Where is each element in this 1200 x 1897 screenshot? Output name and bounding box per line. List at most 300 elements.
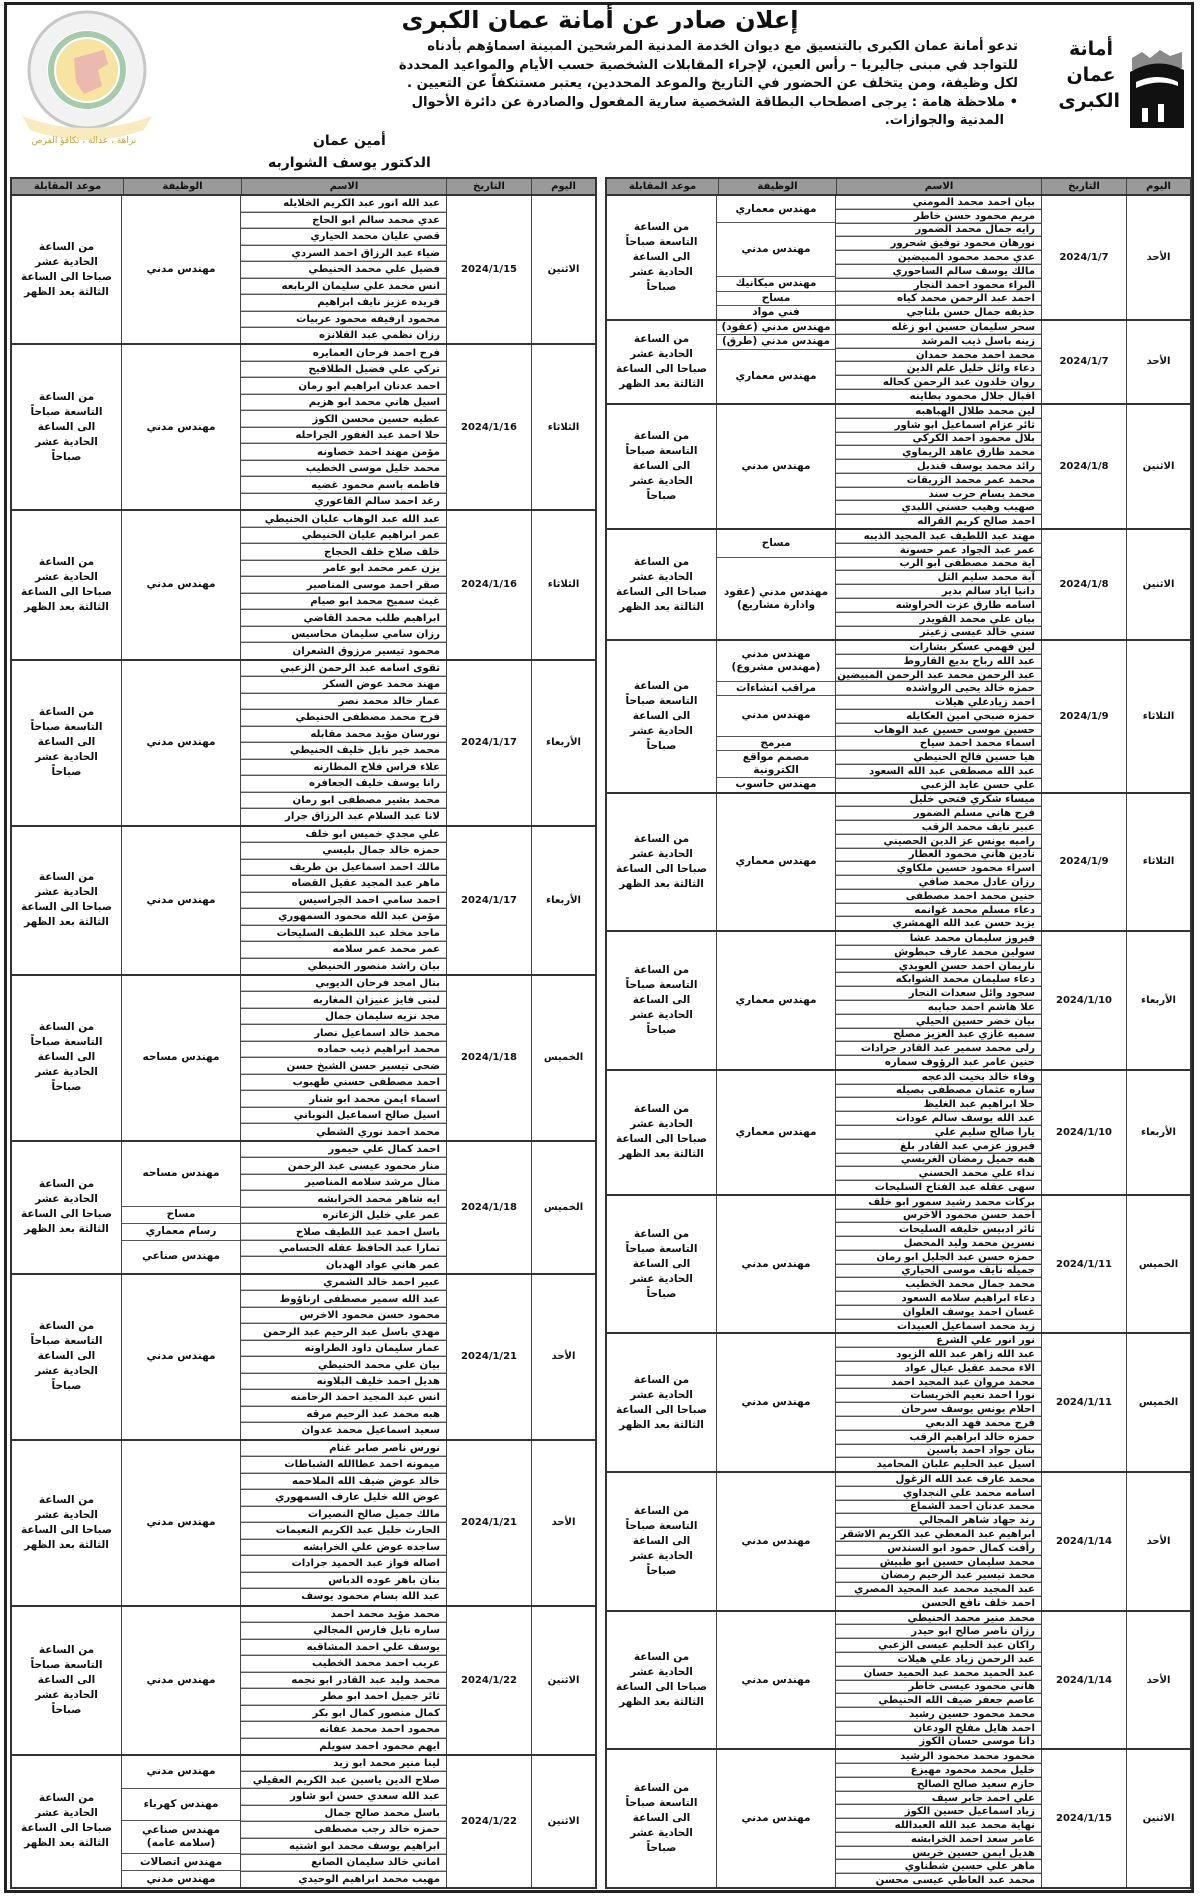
schedule-block <box>12 511 595 660</box>
candidate-name: خلف صلاح خلف الحجاج <box>241 544 446 561</box>
candidate-name: تقوى اسامه عبد الرحمن الزعبي <box>241 661 446 677</box>
candidate-name: سحر سليمان حسين ابو زغله <box>836 321 1041 335</box>
schedule-block <box>12 1441 595 1607</box>
day-cell: الأربعاء <box>531 661 595 825</box>
day-cell: الأحد <box>1126 196 1190 319</box>
candidate-name: عبد الله سعدي حسن ابو شاور <box>241 1789 446 1806</box>
candidate-name: فيروز عزمي عبد القادر بلغ <box>836 1140 1041 1154</box>
interview-time-cell: من الساعة الحادية عشر صباحا الى الساعة الثالثة بعد الظهر <box>615 332 708 390</box>
candidate-name: اماني خالد سليمان الصانع <box>241 1855 446 1872</box>
col-header-date: التاريخ <box>446 179 531 194</box>
candidate-name: اسماء ايمن محمد ابو شنار <box>241 1091 446 1107</box>
candidate-name: رزان ناصر صالح ابو حيدر <box>836 1625 1041 1639</box>
candidate-name: عبد المجيد محمد عبد المجيد المصري <box>836 1583 1041 1597</box>
candidate-name: محمد احمد محمد حمدان <box>836 349 1041 363</box>
interview-time-cell: من الساعة الحادية عشر صباحا الى الساعة الثالثة بعد الظهر <box>20 871 113 929</box>
schedule-block <box>607 641 1190 793</box>
candidate-name: ساره عثمان مصطفى بصيله <box>836 1085 1041 1099</box>
candidate-name: عامر سعد احمد الخرابشه <box>836 1833 1041 1847</box>
candidate-name: مؤمن عبد الله محمود السمهوري <box>241 909 446 926</box>
candidate-name: حمزه صبحي امين العكايله <box>836 710 1041 724</box>
schedule-block <box>607 1612 1190 1751</box>
candidate-name: بنان باهر عوده الدباس <box>241 1573 446 1589</box>
candidate-name: اسامه محمد علي النجداوي <box>836 1487 1041 1501</box>
interview-time-cell: من الساعة الحادية عشر صباحا الى الساعة الثالثة بعد الظهر <box>615 832 708 890</box>
candidate-name: يزن عمر محمد ابو عامر <box>241 561 446 578</box>
candidate-name: الاء محمد عقيل عيال عواد <box>836 1362 1041 1376</box>
candidate-name: آية محمد سليم التل <box>836 571 1041 585</box>
candidate-name: صقر احمد موسى المناصير <box>241 577 446 594</box>
job-title-cell: مهندس مدني <box>741 459 811 472</box>
table-body <box>607 196 1190 1887</box>
names-column <box>835 405 1041 528</box>
candidate-name: عدي محمد سالم ابو الحاج <box>241 213 446 230</box>
interview-time-cell: من الساعة الحادية عشر صباحا الى الساعة الثالثة بعد الظهر <box>615 1373 708 1431</box>
schedule-block <box>607 794 1190 933</box>
candidate-name: محمد منير محمد الحنيطي <box>836 1612 1041 1626</box>
candidate-name: هديل ايمن حسين خريس <box>836 1847 1041 1861</box>
job-title-cell: مراقب انشاءات <box>717 682 835 696</box>
candidate-name: عبد الرحمن زياد علي هيلات <box>836 1653 1041 1667</box>
day-cell: الاثنين <box>531 1607 595 1754</box>
jobs-column <box>716 1750 835 1887</box>
schedule-block <box>12 976 595 1142</box>
candidate-name: عطيه حسين محسن الكوز <box>241 411 446 427</box>
candidate-name: كمال منصور كمال ابو بكر <box>241 1706 446 1723</box>
candidate-name: لين محمد طلال الهباهبه <box>836 405 1041 419</box>
jobs-column <box>716 794 835 931</box>
candidate-name: احمد كمال علي حيمور <box>241 1142 446 1159</box>
schedule-block <box>607 1750 1190 1887</box>
candidate-name: محمد بسام حرب سند <box>836 488 1041 502</box>
candidate-name: سعيد اسماعيل محمد عدوان <box>301 1425 440 1437</box>
candidate-name: مالك يوسف سالم الساحوري <box>836 265 1041 279</box>
jobs-column <box>121 976 240 1140</box>
job-title-cell: مساح <box>717 530 835 558</box>
candidate-name: حمزه خالد ابراهيم الرقب <box>836 1431 1041 1445</box>
names-column <box>835 1612 1041 1749</box>
candidate-name: ميساء شكري فتحي خليل <box>836 794 1041 808</box>
candidate-name: محمد خالد اسماعيل نصار <box>241 1025 446 1041</box>
candidate-name: احمد صالح كريم القراله <box>917 516 1035 528</box>
candidate-name: محمد مروان عبد المجيد احمد <box>836 1376 1041 1390</box>
intro-line: لكل وظيفة، ومن يتخلف عن الحضور في التاريخ والموعد المحددين، يعتبر مستنكفاً عن التعيين . <box>407 76 1018 91</box>
candidate-name: صلاح الدين ياسين عبد الكريم العقيلي <box>241 1772 446 1789</box>
names-column <box>240 1607 446 1754</box>
date-cell: 2024/1/10 <box>1041 932 1126 1069</box>
candidate-name: احمد سامي احمد الجراسيس <box>241 893 446 910</box>
candidate-name: فرح محمد فهد الدبعي <box>836 1417 1041 1431</box>
date-cell: 2024/1/16 <box>446 511 531 658</box>
candidate-name: ايهم محمود احمد سويلم <box>319 1740 440 1752</box>
gam-logo-text: أمانة عمان الكبرى <box>1058 38 1120 112</box>
candidate-name: محمد جمال محمد الخطيب <box>836 1278 1041 1292</box>
candidate-name: احمد زيادعلي هيلات <box>836 696 1041 710</box>
candidate-name: نورسان مؤيد محمد مقابله <box>241 727 446 743</box>
candidate-name: فضيل علي محمد الحنيطي <box>241 262 446 279</box>
candidate-name: ماهر عبد المجيد عقيل القضاه <box>241 876 446 893</box>
jobs-column <box>121 1607 240 1754</box>
job-title-cell: مهندس مدني (عقود وادارة مشاريع) <box>723 585 829 611</box>
col-header-time: موعد المقابلة <box>628 181 697 192</box>
candidate-name: محمد مؤيد محمد احمد <box>241 1607 446 1624</box>
candidate-name: علا هاشم احمد حبايبه <box>836 1001 1041 1015</box>
schedule-block <box>607 1473 1190 1612</box>
candidate-name: زيد محمد اسماعيل العبيدات <box>897 1320 1035 1332</box>
candidate-name: دعاء ابراهيم سلامه السعود <box>836 1292 1041 1306</box>
candidate-name: آية محمد مصطفى ابو الرب <box>836 558 1041 572</box>
job-title-cell: مهندس مدني <box>741 1673 811 1686</box>
job-title-cell: مهندس مدني (عقود) <box>717 321 835 335</box>
day-cell: الثلاثاء <box>531 511 595 658</box>
job-title-cell: مهندس مدني <box>146 893 216 906</box>
candidate-name: حلا احمد عبد الغفور الجراحله <box>241 428 446 444</box>
candidate-name: محمود محمد محمود الرشيد <box>836 1750 1041 1764</box>
job-title-cell: مهندس معماري <box>735 855 817 868</box>
signer-title: أمين عمان <box>312 133 386 149</box>
candidate-name: دعاء سليمان محمد الشوابكه <box>836 973 1041 987</box>
job-title-cell: مهندس معماري <box>735 1125 817 1138</box>
names-column <box>835 321 1041 403</box>
jobs-column <box>716 530 835 639</box>
names-column <box>240 345 446 509</box>
candidate-name: احمد مصطفى حسني طهبوب <box>241 1075 446 1091</box>
names-column <box>835 1473 1041 1610</box>
candidate-name: حمزه خالد رجب مصطفى <box>241 1822 446 1839</box>
candidate-name: محمد خليل موسى الخطيب <box>241 461 446 477</box>
candidate-name: ساره نايل فارس المجالي <box>241 1623 446 1640</box>
candidate-name: نورس ناصر صابر غنام <box>241 1441 446 1457</box>
col-header-name: الاسم <box>836 179 1041 194</box>
interview-time-cell: من الساعة التاسعة صباحاً الى الساعة الحادية عشر صباحاً <box>625 220 698 293</box>
candidate-name: بنال امجد فرحان الديوبي <box>241 976 446 992</box>
date-cell: 2024/1/11 <box>1041 1334 1126 1471</box>
candidate-name: عمر علي خليل الزعاتره <box>241 1208 446 1225</box>
candidate-name: لانا عبد السلام عبد الرزاق جرار <box>284 811 440 823</box>
job-title-cell: مهندس معماري <box>735 369 817 382</box>
schedule-block <box>12 1142 595 1275</box>
date-cell: 2024/1/22 <box>446 1607 531 1754</box>
candidate-name: نور انور علي الشرع <box>836 1334 1041 1348</box>
candidate-name: عمر محمد عمر سلامه <box>241 942 446 959</box>
candidate-name: احلام يونس يوسف سرحان <box>836 1403 1041 1417</box>
candidate-name: فرح هاني مسلم الضمور <box>836 807 1041 821</box>
day-cell: الاثنين <box>1126 530 1190 639</box>
candidate-name: يزيد حسن عبد الله الهمشري <box>892 918 1035 930</box>
candidate-name: محمد عارف عبد الله الزغول <box>836 1473 1041 1487</box>
job-title-cell: مهندس معماري <box>735 993 817 1006</box>
candidate-name: عبد الله انور عبد الكريم الخلايله <box>241 196 446 213</box>
job-title-cell: مهندس مدني <box>146 578 216 591</box>
candidate-name: محمد بشير مصطفى ابو رمان <box>241 793 446 809</box>
candidate-name: يوسف علي احمد المشاقبه <box>241 1640 446 1657</box>
candidate-name: بيان علي محمد الحنيطي <box>241 1357 446 1373</box>
jobs-column <box>716 1071 835 1194</box>
candidate-name: ثائر عزام اسماعيل ابو شاور <box>836 419 1041 433</box>
candidate-name: مؤمن مهند احمد خصاونه <box>241 444 446 460</box>
job-title-cell: مهندس مدني <box>146 1350 216 1363</box>
candidate-name: بنان جواد احمد ياسين <box>836 1445 1041 1459</box>
candidate-name: احمد هايل مفلح الودعان <box>836 1722 1041 1736</box>
candidate-name: اسيل هاني محمد ابو هزيم <box>241 395 446 411</box>
schedule-block <box>607 1196 1190 1335</box>
candidate-name: ضياء عبد الرزاق احمد السردي <box>241 246 446 263</box>
candidate-name: عبد الحميد محمد عبد الحميد حسان <box>836 1667 1041 1681</box>
candidate-name: عبد الله رباح بديع القاروط <box>836 655 1041 669</box>
candidate-name: رغد احمد سالم القاعوري <box>314 496 440 508</box>
date-cell: 2024/1/11 <box>1041 1196 1126 1333</box>
jobs-column <box>121 196 240 343</box>
candidate-name: اسماء محمد احمد سياح <box>836 737 1041 751</box>
candidate-name: راميه يونس عز الدين الحصيني <box>836 835 1041 849</box>
date-cell: 2024/1/7 <box>1041 196 1126 319</box>
jobs-column <box>716 1334 835 1471</box>
candidate-name: مهند عبد اللطيف عبد المجيد الذيبه <box>836 530 1041 544</box>
job-title-cell: مهندس مدني <box>146 736 216 749</box>
candidate-name: عوض الله خليل عارف السمهوري <box>241 1490 446 1506</box>
day-cell: الأربعاء <box>1126 1071 1190 1194</box>
date-cell: 2024/1/17 <box>446 661 531 825</box>
day-cell: الأحد <box>1126 321 1190 403</box>
candidate-name: تركي علي فضيل الطلافيح <box>241 362 446 378</box>
date-cell: 2024/1/14 <box>1041 1473 1126 1610</box>
candidate-name: فاطمه باسم محمود غضيه <box>241 477 446 493</box>
date-cell: 2024/1/18 <box>446 1142 531 1273</box>
candidate-name: رند جهاد شاهر المجالي <box>836 1514 1041 1528</box>
jobs-column <box>716 932 835 1069</box>
jobs-column <box>716 1196 835 1333</box>
job-title-cell: مهندس صناعي (سلامه عامه) <box>122 1821 240 1854</box>
table-body <box>12 196 595 1887</box>
job-title-cell: مهندس مدني <box>741 1257 811 1270</box>
day-cell: الاثنين <box>1126 1750 1190 1887</box>
candidate-name: علي مجدي خميس ابو خلف <box>241 827 446 844</box>
job-title-cell: مهندس كهرباء <box>122 1789 240 1822</box>
job-title-cell: مهندس مدني <box>122 1756 240 1789</box>
jobs-column <box>716 321 835 403</box>
candidate-name: تمارا عبد الحافظ عقله الحسامي <box>241 1241 446 1258</box>
job-title-cell: مهندس مدني <box>741 1396 811 1409</box>
names-column <box>835 1334 1041 1471</box>
names-column <box>835 1071 1041 1194</box>
schedule-block <box>12 196 595 345</box>
candidate-name: مهند محمد عوض السكر <box>241 677 446 693</box>
date-cell: 2024/1/15 <box>1041 1750 1126 1887</box>
candidate-name: مالك احمد اسماعيل بن طريف <box>241 860 446 877</box>
candidate-name: عبد الله يوسف سالم عودات <box>836 1112 1041 1126</box>
date-cell: 2024/1/22 <box>446 1756 531 1887</box>
names-column <box>240 196 446 343</box>
candidate-name: لبنى فايز عنيزان المغاربه <box>241 992 446 1008</box>
intro-line: للتواجد في مبنى جاليريا – رأس العين، لإجراء المقابلات الشخصية حسب الأيام والمواعيد المحددة <box>398 57 1018 73</box>
important-note-continued: المدنية والجوازات. <box>884 113 1004 128</box>
candidate-name: دعاء وائل خليل علم الدين <box>836 362 1041 376</box>
date-cell: 2024/1/18 <box>446 976 531 1140</box>
candidate-name: ميمونه احمد عطاالله الشباطات <box>241 1457 446 1473</box>
candidate-name: نورا احمد نعيم الخريسات <box>836 1389 1041 1403</box>
day-cell: الاثنين <box>1126 405 1190 528</box>
jobs-column <box>121 511 240 658</box>
schedule-block <box>607 1071 1190 1196</box>
candidate-name: بيان احمد محمد المومني <box>836 196 1041 210</box>
candidate-name: دعاء مسلم محمد غوانمه <box>836 904 1041 918</box>
candidate-name: رايه جمال محمد الضمور <box>836 224 1041 238</box>
interview-time-cell: من الساعة التاسعة صباحاً الى الساعة الحادية عشر صباحاً <box>625 429 698 502</box>
candidate-name: علاء فراس فلاح المطارنه <box>241 760 446 776</box>
schedule-block <box>12 1275 595 1441</box>
col-header-name: الاسم <box>241 179 446 194</box>
announcement-title: إعلان صادر عن أمانة عمان الكبرى <box>401 6 799 34</box>
schedule-block <box>607 321 1190 405</box>
candidate-name: سميه غازي عبد العزيز مصلح <box>836 1029 1041 1043</box>
date-cell: 2024/1/8 <box>1041 530 1126 639</box>
candidate-name: مالك جميل صالح النصيرات <box>241 1507 446 1523</box>
date-cell: 2024/1/10 <box>1041 1071 1126 1194</box>
candidate-name: لين فهمي عسكر بشارات <box>836 641 1041 655</box>
jobs-column <box>121 1441 240 1605</box>
candidate-name: محمد عمر محمد الزريقات <box>836 474 1041 488</box>
greater-amman-municipality-logo <box>1058 36 1186 132</box>
jobs-column <box>121 1142 240 1273</box>
candidate-name: هيا حسين فالح الحنيطي <box>836 751 1041 765</box>
candidate-name: فرح احمد فرحان العمايره <box>241 345 446 361</box>
candidate-name: حلا ابراهيم عبد الغليظ <box>836 1098 1041 1112</box>
civil-service-bureau-motto: نزاهة ، عدالة ، تكافؤ الفرص <box>31 136 137 146</box>
candidate-name: هاني محمود عيسى خاطر <box>836 1681 1041 1695</box>
candidate-name: ماجد مخلد عبد اللطيف السليحات <box>241 926 446 943</box>
candidate-name: فيروز سليمان محمد عشا <box>836 932 1041 946</box>
candidate-name: محمد ابراهيم ذيب حماده <box>241 1042 446 1058</box>
candidate-name: اقبال جلال محمود بطاينه <box>909 391 1035 403</box>
candidate-name: حسين موسى حسين عبد الوهاب <box>836 724 1041 738</box>
names-column <box>835 932 1041 1069</box>
date-cell: 2024/1/9 <box>1041 794 1126 931</box>
candidate-name: خالد عوض ضيف الله الملاحمه <box>241 1474 446 1490</box>
candidate-name: رلى محمد سمير عبد القادر جرادات <box>836 1042 1041 1056</box>
job-title-cell: مهندس مدني <box>717 696 835 737</box>
date-cell: 2024/1/15 <box>446 196 531 343</box>
day-cell: الاثنين <box>531 1756 595 1887</box>
candidate-name: فريده عزيز نايف ابراهيم <box>241 295 446 312</box>
job-title-cell: مهندس معماري <box>717 196 835 223</box>
candidate-name: دانيا اياد سالم بدير <box>836 585 1041 599</box>
candidate-name: راكان عبد الحليم عيسى الزعبي <box>836 1639 1041 1653</box>
day-cell: الأحد <box>1126 1612 1190 1749</box>
day-cell: الأربعاء <box>1126 932 1190 1069</box>
candidate-name: رأفت كمال حمود ابو السندس <box>836 1542 1041 1556</box>
candidate-name: عبد الله سمير مصطفى ارناؤوط <box>241 1291 446 1307</box>
interview-time-cell: من الساعة التاسعة صباحاً الى الساعة الحادية عشر صباحاً <box>625 963 698 1036</box>
col-header-job: الوظيفة <box>718 179 836 194</box>
job-title-cell: مهندس مدني <box>717 223 835 277</box>
candidate-name: احمد عبد الرحمن محمد كياه <box>836 292 1041 306</box>
candidate-name: قصي عليان محمد الحياري <box>241 229 446 246</box>
candidate-name: محمود تيسير مرزوق الشعران <box>292 645 440 657</box>
candidate-name: نادين هاني محمود العطار <box>836 849 1041 863</box>
day-cell: الخميس <box>531 976 595 1140</box>
candidate-name: محمد خير نايل خليف الحنيطي <box>241 743 446 759</box>
candidate-name: عمار خالد محمد نصر <box>241 694 446 710</box>
candidate-name: حمزه خالد يحيى الرواشده <box>836 682 1041 696</box>
candidate-name: بلال محمود احمد الكركي <box>836 433 1041 447</box>
candidate-name: باسل محمد صالح جمال <box>241 1806 446 1823</box>
gam-emblem-icon <box>1128 48 1186 130</box>
candidate-name: عبد الله بسام محمود يوسف <box>301 1591 440 1603</box>
job-title-cell: مهندس مدني <box>741 1534 811 1547</box>
candidate-name: عبد الرحمن محمد عبد الرحمن المبيضين <box>836 669 1041 683</box>
day-cell: الخميس <box>1126 1196 1190 1333</box>
candidate-name: ابراهيم عبد المعطي عبد الكريم الاشقر <box>836 1528 1041 1542</box>
candidate-name: اسراء محمود حسين ملكاوي <box>836 862 1041 876</box>
candidate-name: بركات محمد رشيد سمور ابو خلف <box>836 1196 1041 1210</box>
schedule-block <box>12 1607 595 1756</box>
candidate-name: سولين محمد عارف حبطوش <box>836 946 1041 960</box>
candidate-name: حازم سعيد صالح الصالح <box>836 1778 1041 1792</box>
interview-time-cell: من الساعة التاسعة صباحاً الى الساعة الحادية عشر صباحاً <box>30 1320 103 1393</box>
jobs-column <box>716 641 835 791</box>
candidate-name: محمد احمد نوري الشطي <box>316 1126 440 1138</box>
candidate-name: احمد خلف نافع الحسن <box>921 1597 1035 1609</box>
candidate-name: حذيفه جمال حسن بلتاجي <box>906 307 1035 319</box>
job-title-cell: مهندس مدني <box>741 1812 811 1825</box>
candidate-name: هبه جميل رمضان الغريسي <box>836 1154 1041 1168</box>
schedule-block <box>12 827 595 976</box>
day-cell: الخميس <box>1126 1334 1190 1471</box>
candidate-name: غيث سميح محمد ابو صيام <box>241 594 446 611</box>
candidate-name: عبير نايف محمد الرقب <box>836 821 1041 835</box>
intro-line: تدعو أمانة عمان الكبرى بالتنسيق مع ديوان الخدمة المدنية المرشحين المبينة اسماؤهم بأدناه <box>427 39 1018 54</box>
interview-time-cell: من الساعة الحادية عشر صباحا الى الساعة الثالثة بعد الظهر <box>20 1493 113 1551</box>
jobs-column <box>716 1473 835 1610</box>
date-cell: 2024/1/16 <box>446 345 531 509</box>
day-cell: الخميس <box>531 1142 595 1273</box>
candidate-name: عبد الله مصطفى عبد الله السعود <box>836 765 1041 779</box>
candidate-name: ضحى تيسير حسن الشيخ حسن <box>241 1058 446 1074</box>
job-title-cell: مهندس صناعي <box>141 1250 221 1263</box>
jobs-column <box>121 1756 240 1887</box>
job-title-cell: مساح <box>717 292 835 306</box>
candidate-name: حمزه خالد جمال بليسي <box>241 843 446 860</box>
interview-table-right <box>605 177 1192 1889</box>
day-cell: الاثنين <box>531 196 595 343</box>
job-title-cell: مهندس مدني <box>146 420 216 433</box>
schedule-block <box>12 661 595 827</box>
schedule-block <box>607 530 1190 641</box>
candidate-name: رزان عادل محمد صافي <box>836 876 1041 890</box>
candidate-name: اسيل صالح اسماعيل النوباني <box>241 1108 446 1124</box>
names-column <box>240 1756 446 1887</box>
candidate-name: اسيل عبد الحليم علبان المحاميد <box>876 1459 1035 1471</box>
col-header-time: موعد المقابلة <box>33 181 102 192</box>
schedule-block <box>12 345 595 511</box>
candidate-name: محمد سليمان حسين ابو طبيش <box>836 1556 1041 1570</box>
candidate-name: عاصم جعفر ضيف الله الحنيطي <box>836 1694 1041 1708</box>
candidate-name: ساجده عوض علي الخرابشه <box>241 1540 446 1556</box>
candidate-name: محمد تيسير عبد الرحيم رمضان <box>836 1569 1041 1583</box>
interview-time-cell: من الساعة التاسعة صباحاً الى الساعة الحادية عشر صباحاً <box>625 1504 698 1577</box>
col-header-job: الوظيفة <box>123 179 241 194</box>
date-cell: 2024/1/21 <box>446 1275 531 1439</box>
job-title-cell: مهندس مساحه <box>142 1051 220 1064</box>
candidate-name: نداء علي محمد الحسني <box>836 1167 1041 1181</box>
candidate-name: باسل احمد عبد اللطيف صلاح <box>241 1224 446 1241</box>
candidate-name: اسامه طارق عزت الحراوشه <box>836 599 1041 613</box>
date-cell: 2024/1/14 <box>1041 1612 1126 1749</box>
interview-time-cell: من الساعة الحادية عشر صباحا الى الساعة الثالثة بعد الظهر <box>20 1178 113 1236</box>
candidate-name: مجد نزيه سليمان جمال <box>241 1009 446 1025</box>
candidate-name: محمود حسن محمود الاخرس <box>241 1308 446 1324</box>
job-title-cell: مهندس مدني <box>146 1872 216 1885</box>
